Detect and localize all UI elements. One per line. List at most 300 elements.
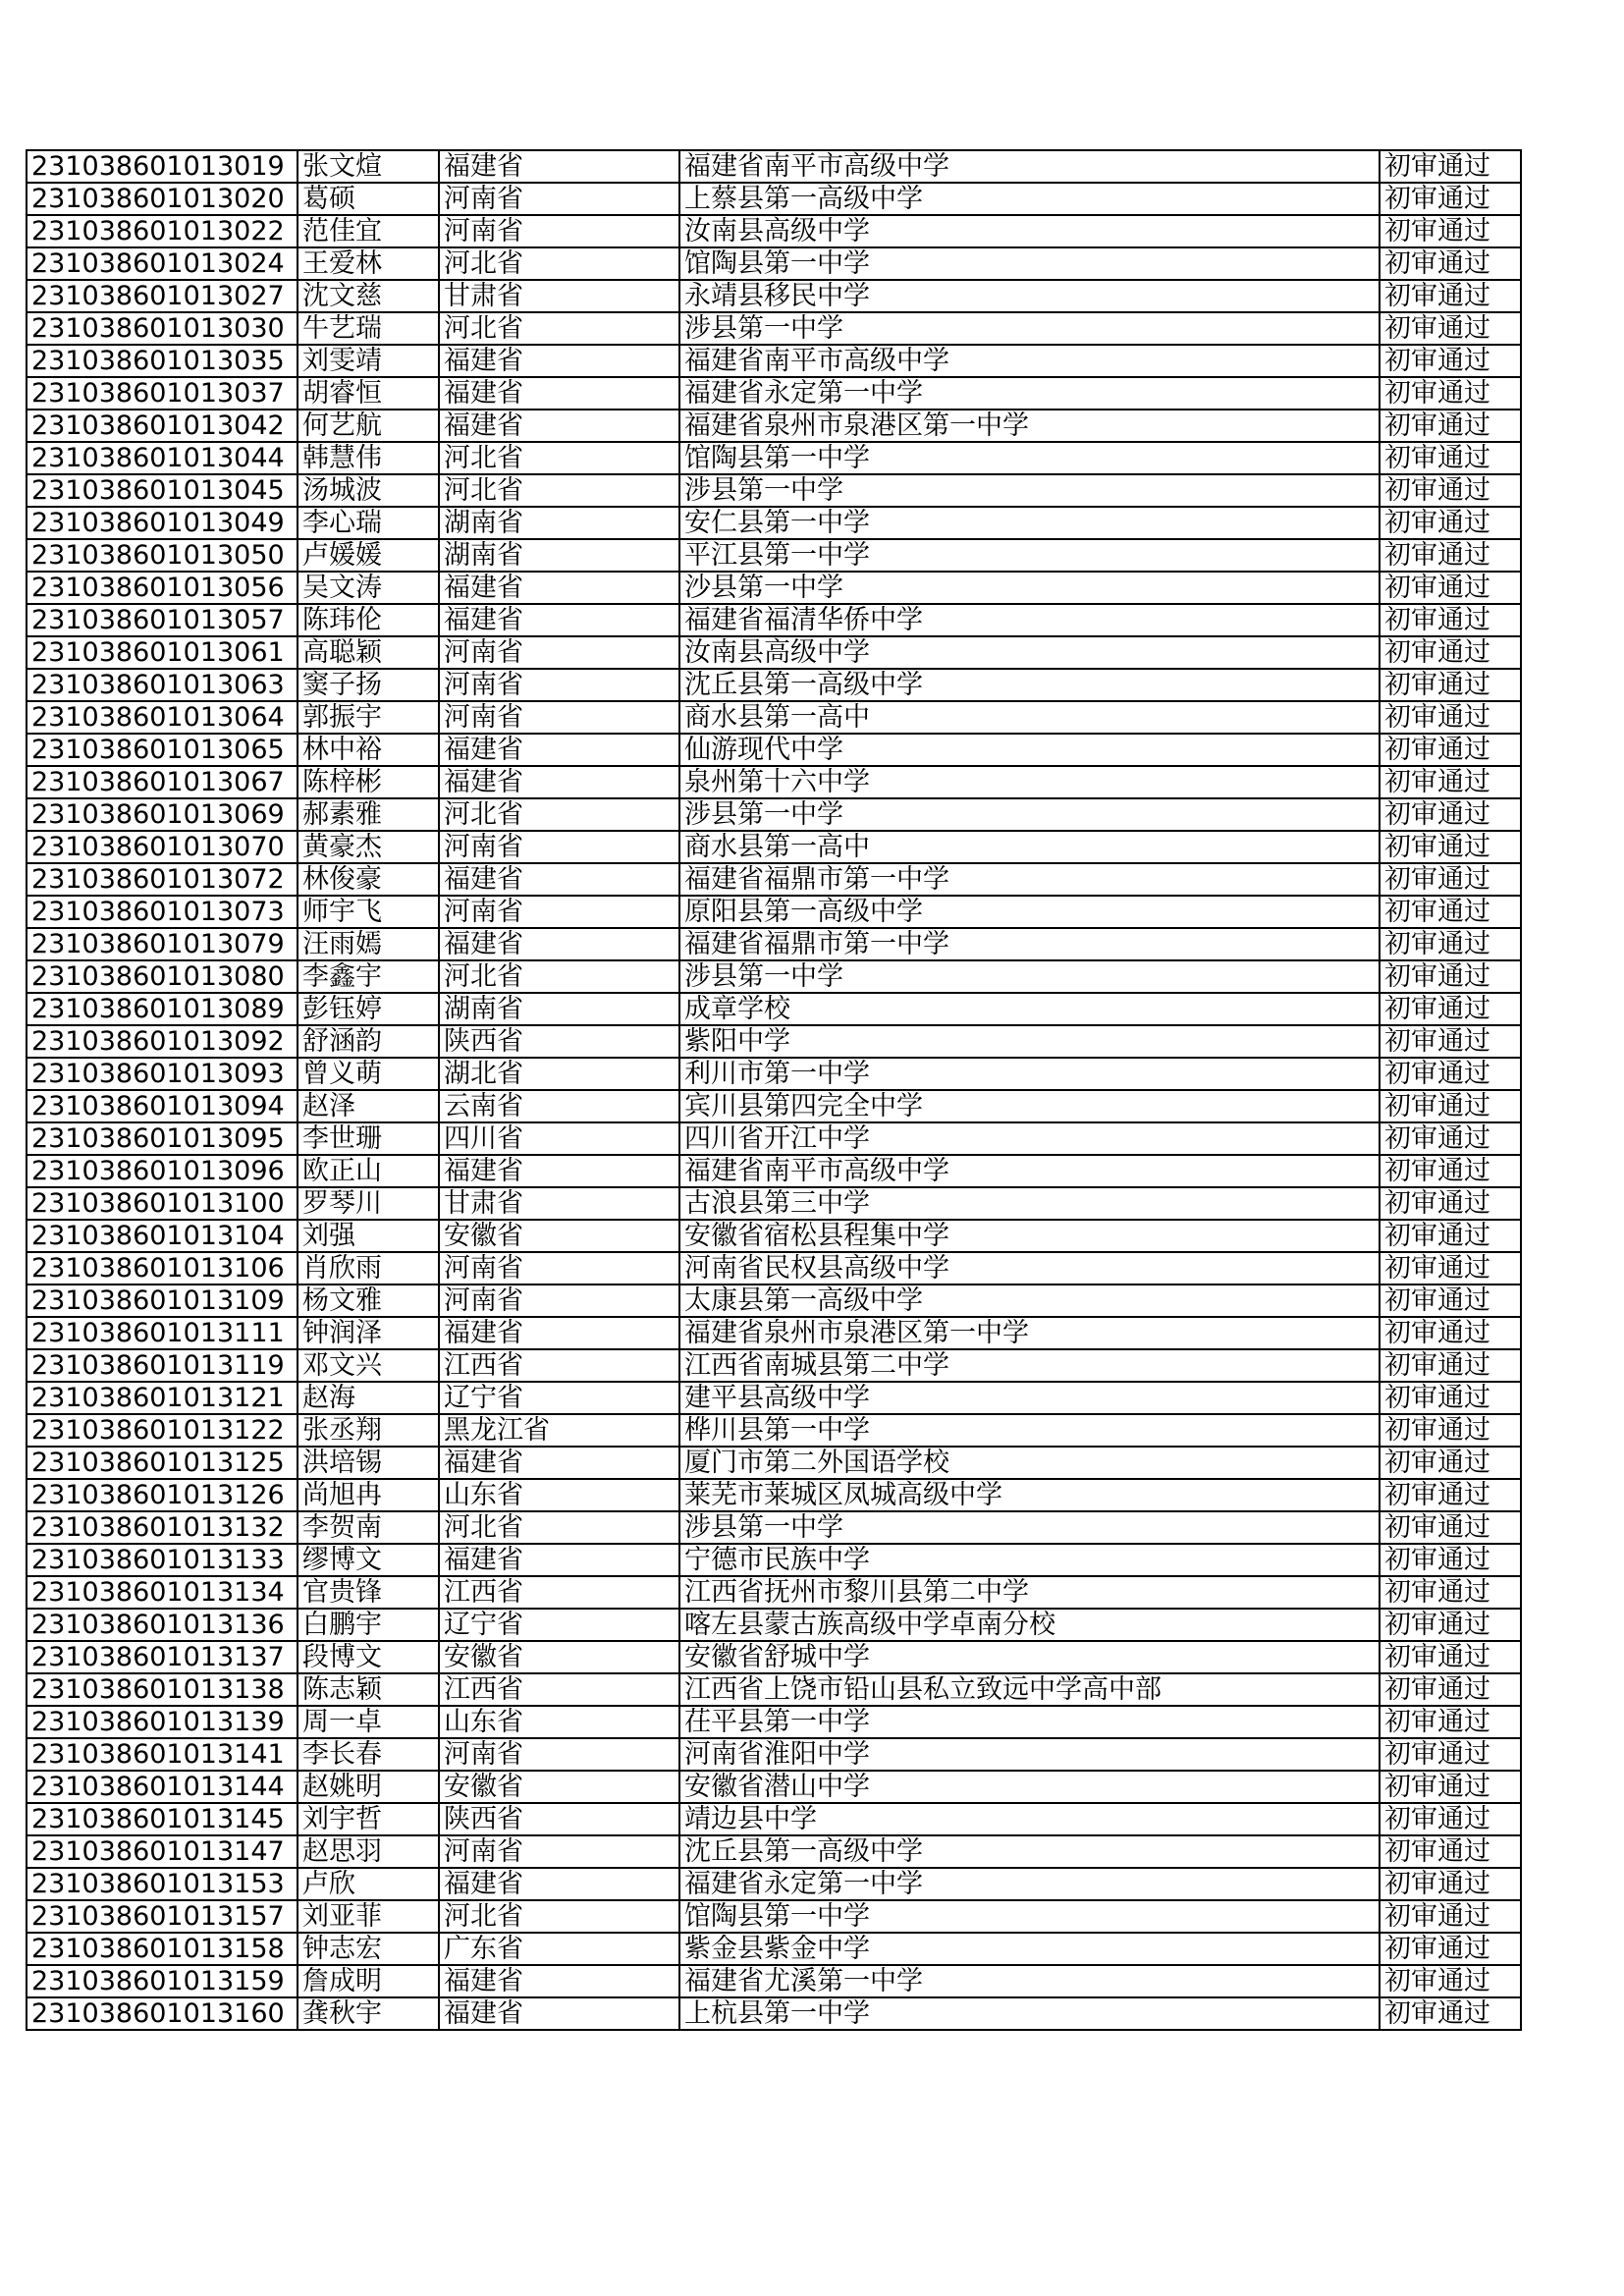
status-cell: 初审通过 [1380, 539, 1521, 572]
applicant-id-cell: 231038601013044 [27, 442, 298, 474]
applicant-id-cell: 231038601013111 [27, 1317, 298, 1349]
status-cell: 初审通过 [1380, 1771, 1521, 1803]
table-row [27, 669, 1521, 701]
status-cell: 初审通过 [1380, 1122, 1521, 1155]
name-cell: 段博文 [298, 1641, 439, 1673]
applicant-id-cell: 231038601013160 [27, 1997, 298, 2030]
status-cell: 初审通过 [1380, 636, 1521, 669]
province-cell: 河南省 [439, 831, 679, 863]
school-cell: 涉县第一中学 [679, 1511, 1380, 1544]
school-cell: 商水县第一高中 [679, 831, 1380, 863]
school-cell: 江西省南城县第二中学 [679, 1349, 1380, 1382]
table-row [27, 1641, 1521, 1673]
province-cell: 甘肃省 [439, 1187, 679, 1220]
table-row [27, 734, 1521, 766]
status-cell: 初审通过 [1380, 1090, 1521, 1122]
table-row [27, 1285, 1521, 1317]
name-cell: 黄豪杰 [298, 831, 439, 863]
school-cell: 涉县第一中学 [679, 798, 1380, 831]
table-row [27, 247, 1521, 280]
name-cell: 李贺南 [298, 1511, 439, 1544]
province-cell: 陕西省 [439, 1025, 679, 1058]
table-row [27, 183, 1521, 215]
school-cell: 商水县第一高中 [679, 701, 1380, 734]
province-cell: 福建省 [439, 734, 679, 766]
name-cell: 卢媛媛 [298, 539, 439, 572]
table-row [27, 1187, 1521, 1220]
name-cell: 牛艺瑞 [298, 312, 439, 345]
status-cell: 初审通过 [1380, 1576, 1521, 1609]
status-cell: 初审通过 [1380, 701, 1521, 734]
school-cell: 河南省淮阳中学 [679, 1738, 1380, 1771]
name-cell: 赵泽 [298, 1090, 439, 1122]
province-cell: 河北省 [439, 442, 679, 474]
province-cell: 甘肃省 [439, 280, 679, 312]
province-cell: 黑龙江省 [439, 1414, 679, 1447]
name-cell: 何艺航 [298, 410, 439, 442]
status-cell: 初审通过 [1380, 1155, 1521, 1187]
table-row [27, 410, 1521, 442]
status-cell: 初审通过 [1380, 377, 1521, 410]
province-cell: 湖南省 [439, 507, 679, 539]
province-cell: 湖南省 [439, 539, 679, 572]
status-cell: 初审通过 [1380, 1058, 1521, 1090]
name-cell: 邓文兴 [298, 1349, 439, 1382]
status-cell: 初审通过 [1380, 1252, 1521, 1285]
table-row [27, 1835, 1521, 1868]
table-row [27, 1155, 1521, 1187]
status-cell: 初审通过 [1380, 1997, 1521, 2030]
school-cell: 馆陶县第一中学 [679, 442, 1380, 474]
name-cell: 赵姚明 [298, 1771, 439, 1803]
applicant-id-cell: 231038601013136 [27, 1609, 298, 1641]
name-cell: 洪培锡 [298, 1447, 439, 1479]
province-cell: 河北省 [439, 1511, 679, 1544]
table-row [27, 1382, 1521, 1414]
applicant-id-cell: 231038601013089 [27, 993, 298, 1025]
table-row [27, 993, 1521, 1025]
table-row [27, 1025, 1521, 1058]
school-cell: 沈丘县第一高级中学 [679, 669, 1380, 701]
applicant-id-cell: 231038601013030 [27, 312, 298, 345]
table-row [27, 345, 1521, 377]
table-row [27, 1738, 1521, 1771]
school-cell: 紫阳中学 [679, 1025, 1380, 1058]
table-row [27, 1965, 1521, 1997]
table-row [27, 1090, 1521, 1122]
province-cell: 山东省 [439, 1479, 679, 1511]
applicant-id-cell: 231038601013080 [27, 960, 298, 993]
school-cell: 沈丘县第一高级中学 [679, 1835, 1380, 1868]
table-row [27, 1997, 1521, 2030]
status-cell: 初审通过 [1380, 1220, 1521, 1252]
table-row [27, 377, 1521, 410]
school-cell: 利川市第一中学 [679, 1058, 1380, 1090]
status-cell: 初审通过 [1380, 993, 1521, 1025]
school-cell: 古浪县第三中学 [679, 1187, 1380, 1220]
status-cell: 初审通过 [1380, 669, 1521, 701]
applicant-id-cell: 231038601013134 [27, 1576, 298, 1609]
status-cell: 初审通过 [1380, 507, 1521, 539]
name-cell: 张丞翔 [298, 1414, 439, 1447]
status-cell: 初审通过 [1380, 1900, 1521, 1933]
applicant-table-body [27, 150, 1521, 2030]
table-row [27, 1673, 1521, 1706]
status-cell: 初审通过 [1380, 1803, 1521, 1835]
name-cell: 李长春 [298, 1738, 439, 1771]
name-cell: 詹成明 [298, 1965, 439, 1997]
status-cell: 初审通过 [1380, 1835, 1521, 1868]
province-cell: 湖北省 [439, 1058, 679, 1090]
table-row [27, 798, 1521, 831]
school-cell: 汝南县高级中学 [679, 215, 1380, 247]
status-cell: 初审通过 [1380, 766, 1521, 798]
table-row [27, 831, 1521, 863]
table-row [27, 1511, 1521, 1544]
school-cell: 永靖县移民中学 [679, 280, 1380, 312]
applicant-id-cell: 231038601013139 [27, 1706, 298, 1738]
province-cell: 福建省 [439, 766, 679, 798]
school-cell: 沙县第一中学 [679, 572, 1380, 604]
applicant-id-cell: 231038601013126 [27, 1479, 298, 1511]
applicant-id-cell: 231038601013158 [27, 1933, 298, 1965]
applicant-id-cell: 231038601013122 [27, 1414, 298, 1447]
applicant-id-cell: 231038601013095 [27, 1122, 298, 1155]
table-row [27, 1317, 1521, 1349]
name-cell: 曾义萌 [298, 1058, 439, 1090]
school-cell: 太康县第一高级中学 [679, 1285, 1380, 1317]
school-cell: 安徽省潜山中学 [679, 1771, 1380, 1803]
status-cell: 初审通过 [1380, 960, 1521, 993]
applicant-id-cell: 231038601013073 [27, 896, 298, 928]
status-cell: 初审通过 [1380, 312, 1521, 345]
applicant-id-cell: 231038601013065 [27, 734, 298, 766]
table-row [27, 572, 1521, 604]
status-cell: 初审通过 [1380, 215, 1521, 247]
province-cell: 河北省 [439, 1900, 679, 1933]
table-row [27, 1576, 1521, 1609]
school-cell: 上蔡县第一高级中学 [679, 183, 1380, 215]
applicant-id-cell: 231038601013109 [27, 1285, 298, 1317]
name-cell: 卢欣 [298, 1868, 439, 1900]
applicant-id-cell: 231038601013093 [27, 1058, 298, 1090]
province-cell: 河南省 [439, 183, 679, 215]
applicant-id-cell: 231038601013042 [27, 410, 298, 442]
table-row [27, 896, 1521, 928]
status-cell: 初审通过 [1380, 1025, 1521, 1058]
province-cell: 四川省 [439, 1122, 679, 1155]
province-cell: 福建省 [439, 572, 679, 604]
status-cell: 初审通过 [1380, 604, 1521, 636]
status-cell: 初审通过 [1380, 572, 1521, 604]
status-cell: 初审通过 [1380, 150, 1521, 183]
table-row [27, 1447, 1521, 1479]
province-cell: 福建省 [439, 604, 679, 636]
name-cell: 胡睿恒 [298, 377, 439, 410]
school-cell: 福建省福鼎市第一中学 [679, 863, 1380, 896]
table-row [27, 1803, 1521, 1835]
province-cell: 河南省 [439, 701, 679, 734]
status-cell: 初审通过 [1380, 1965, 1521, 1997]
applicant-id-cell: 231038601013100 [27, 1187, 298, 1220]
name-cell: 林俊豪 [298, 863, 439, 896]
table-row [27, 1349, 1521, 1382]
name-cell: 葛硕 [298, 183, 439, 215]
name-cell: 汪雨嫣 [298, 928, 439, 960]
status-cell: 初审通过 [1380, 798, 1521, 831]
school-cell: 平江县第一中学 [679, 539, 1380, 572]
applicant-id-cell: 231038601013137 [27, 1641, 298, 1673]
applicant-id-cell: 231038601013145 [27, 1803, 298, 1835]
name-cell: 汤城波 [298, 474, 439, 507]
school-cell: 福建省永定第一中学 [679, 1868, 1380, 1900]
province-cell: 福建省 [439, 863, 679, 896]
province-cell: 河北省 [439, 312, 679, 345]
name-cell: 林中裕 [298, 734, 439, 766]
school-cell: 厦门市第二外国语学校 [679, 1447, 1380, 1479]
school-cell: 靖边县中学 [679, 1803, 1380, 1835]
province-cell: 山东省 [439, 1706, 679, 1738]
table-row [27, 1058, 1521, 1090]
province-cell: 陕西省 [439, 1803, 679, 1835]
name-cell: 李世珊 [298, 1122, 439, 1155]
applicant-id-cell: 231038601013070 [27, 831, 298, 863]
name-cell: 刘宇哲 [298, 1803, 439, 1835]
name-cell: 李心瑞 [298, 507, 439, 539]
name-cell: 刘雯靖 [298, 345, 439, 377]
province-cell: 河南省 [439, 1252, 679, 1285]
school-cell: 江西省抚州市黎川县第二中学 [679, 1576, 1380, 1609]
name-cell: 杨文雅 [298, 1285, 439, 1317]
name-cell: 陈梓彬 [298, 766, 439, 798]
table-row [27, 701, 1521, 734]
school-cell: 馆陶县第一中学 [679, 247, 1380, 280]
province-cell: 河南省 [439, 896, 679, 928]
status-cell: 初审通过 [1380, 1933, 1521, 1965]
school-cell: 上杭县第一中学 [679, 1997, 1380, 2030]
name-cell: 肖欣雨 [298, 1252, 439, 1285]
applicant-id-cell: 231038601013020 [27, 183, 298, 215]
province-cell: 福建省 [439, 345, 679, 377]
province-cell: 河北省 [439, 247, 679, 280]
status-cell: 初审通过 [1380, 1738, 1521, 1771]
school-cell: 原阳县第一高级中学 [679, 896, 1380, 928]
table-row [27, 474, 1521, 507]
table-row [27, 636, 1521, 669]
school-cell: 福建省尤溪第一中学 [679, 1965, 1380, 1997]
name-cell: 刘强 [298, 1220, 439, 1252]
province-cell: 江西省 [439, 1673, 679, 1706]
name-cell: 钟润泽 [298, 1317, 439, 1349]
status-cell: 初审通过 [1380, 1447, 1521, 1479]
name-cell: 钟志宏 [298, 1933, 439, 1965]
status-cell: 初审通过 [1380, 1349, 1521, 1382]
table-row [27, 442, 1521, 474]
applicant-id-cell: 231038601013049 [27, 507, 298, 539]
school-cell: 福建省永定第一中学 [679, 377, 1380, 410]
applicant-id-cell: 231038601013050 [27, 539, 298, 572]
name-cell: 张文煊 [298, 150, 439, 183]
school-cell: 汝南县高级中学 [679, 636, 1380, 669]
applicant-id-cell: 231038601013069 [27, 798, 298, 831]
status-cell: 初审通过 [1380, 1706, 1521, 1738]
name-cell: 舒涵韵 [298, 1025, 439, 1058]
status-cell: 初审通过 [1380, 1414, 1521, 1447]
table-row [27, 928, 1521, 960]
province-cell: 湖南省 [439, 993, 679, 1025]
applicant-id-cell: 231038601013056 [27, 572, 298, 604]
school-cell: 福建省泉州市泉港区第一中学 [679, 410, 1380, 442]
applicant-id-cell: 231038601013141 [27, 1738, 298, 1771]
applicant-id-cell: 231038601013157 [27, 1900, 298, 1933]
table-row [27, 1544, 1521, 1576]
applicant-id-cell: 231038601013024 [27, 247, 298, 280]
table-row [27, 1122, 1521, 1155]
applicant-id-cell: 231038601013067 [27, 766, 298, 798]
province-cell: 福建省 [439, 1965, 679, 1997]
name-cell: 欧正山 [298, 1155, 439, 1187]
name-cell: 刘亚菲 [298, 1900, 439, 1933]
table-row [27, 604, 1521, 636]
province-cell: 福建省 [439, 1155, 679, 1187]
status-cell: 初审通过 [1380, 442, 1521, 474]
province-cell: 云南省 [439, 1090, 679, 1122]
table-row [27, 507, 1521, 539]
status-cell: 初审通过 [1380, 863, 1521, 896]
table-row [27, 1252, 1521, 1285]
status-cell: 初审通过 [1380, 474, 1521, 507]
table-row [27, 539, 1521, 572]
school-cell: 河南省民权县高级中学 [679, 1252, 1380, 1285]
applicant-id-cell: 231038601013022 [27, 215, 298, 247]
table-row [27, 863, 1521, 896]
status-cell: 初审通过 [1380, 1868, 1521, 1900]
table-row [27, 1933, 1521, 1965]
name-cell: 彭钰婷 [298, 993, 439, 1025]
applicant-id-cell: 231038601013153 [27, 1868, 298, 1900]
table-row [27, 312, 1521, 345]
school-cell: 江西省上饶市铅山县私立致远中学高中部 [679, 1673, 1380, 1706]
province-cell: 河南省 [439, 1285, 679, 1317]
province-cell: 河南省 [439, 636, 679, 669]
school-cell: 安仁县第一中学 [679, 507, 1380, 539]
applicant-id-cell: 231038601013106 [27, 1252, 298, 1285]
status-cell: 初审通过 [1380, 896, 1521, 928]
province-cell: 福建省 [439, 1447, 679, 1479]
school-cell: 喀左县蒙古族高级中学卓南分校 [679, 1609, 1380, 1641]
table-row [27, 1414, 1521, 1447]
applicant-id-cell: 231038601013072 [27, 863, 298, 896]
school-cell: 安徽省舒城中学 [679, 1641, 1380, 1673]
school-cell: 涉县第一中学 [679, 960, 1380, 993]
name-cell: 尚旭冉 [298, 1479, 439, 1511]
applicant-id-cell: 231038601013094 [27, 1090, 298, 1122]
province-cell: 河南省 [439, 215, 679, 247]
name-cell: 赵海 [298, 1382, 439, 1414]
applicant-id-cell: 231038601013027 [27, 280, 298, 312]
applicant-id-cell: 231038601013144 [27, 1771, 298, 1803]
name-cell: 郭振宇 [298, 701, 439, 734]
table-row [27, 1771, 1521, 1803]
applicant-id-cell: 231038601013037 [27, 377, 298, 410]
province-cell: 河南省 [439, 1835, 679, 1868]
school-cell: 仙游现代中学 [679, 734, 1380, 766]
status-cell: 初审通过 [1380, 831, 1521, 863]
province-cell: 河南省 [439, 1738, 679, 1771]
province-cell: 河北省 [439, 474, 679, 507]
status-cell: 初审通过 [1380, 345, 1521, 377]
status-cell: 初审通过 [1380, 734, 1521, 766]
name-cell: 李鑫宇 [298, 960, 439, 993]
province-cell: 福建省 [439, 1317, 679, 1349]
applicant-id-cell: 231038601013133 [27, 1544, 298, 1576]
school-cell: 建平县高级中学 [679, 1382, 1380, 1414]
name-cell: 赵思羽 [298, 1835, 439, 1868]
province-cell: 福建省 [439, 377, 679, 410]
school-cell: 馆陶县第一中学 [679, 1900, 1380, 1933]
status-cell: 初审通过 [1380, 1609, 1521, 1641]
name-cell: 缪博文 [298, 1544, 439, 1576]
status-cell: 初审通过 [1380, 1187, 1521, 1220]
school-cell: 福建省泉州市泉港区第一中学 [679, 1317, 1380, 1349]
school-cell: 宁德市民族中学 [679, 1544, 1380, 1576]
name-cell: 王爱林 [298, 247, 439, 280]
school-cell: 涉县第一中学 [679, 474, 1380, 507]
name-cell: 高聪颖 [298, 636, 439, 669]
status-cell: 初审通过 [1380, 1285, 1521, 1317]
table-row [27, 1220, 1521, 1252]
status-cell: 初审通过 [1380, 183, 1521, 215]
applicant-table [26, 149, 1522, 2031]
province-cell: 安徽省 [439, 1641, 679, 1673]
applicant-id-cell: 231038601013064 [27, 701, 298, 734]
school-cell: 泉州第十六中学 [679, 766, 1380, 798]
province-cell: 安徽省 [439, 1771, 679, 1803]
school-cell: 福建省南平市高级中学 [679, 345, 1380, 377]
table-row [27, 1706, 1521, 1738]
applicant-id-cell: 231038601013079 [27, 928, 298, 960]
table-row [27, 215, 1521, 247]
table-row [27, 1479, 1521, 1511]
name-cell: 陈玮伦 [298, 604, 439, 636]
applicant-id-cell: 231038601013147 [27, 1835, 298, 1868]
name-cell: 白鹏宇 [298, 1609, 439, 1641]
table-row [27, 1868, 1521, 1900]
applicant-id-cell: 231038601013019 [27, 150, 298, 183]
province-cell: 江西省 [439, 1576, 679, 1609]
school-cell: 涉县第一中学 [679, 312, 1380, 345]
province-cell: 辽宁省 [439, 1382, 679, 1414]
school-cell: 福建省福鼎市第一中学 [679, 928, 1380, 960]
applicant-id-cell: 231038601013132 [27, 1511, 298, 1544]
table-row [27, 960, 1521, 993]
status-cell: 初审通过 [1380, 1641, 1521, 1673]
province-cell: 江西省 [439, 1349, 679, 1382]
status-cell: 初审通过 [1380, 410, 1521, 442]
name-cell: 官贵锋 [298, 1576, 439, 1609]
name-cell: 罗琴川 [298, 1187, 439, 1220]
name-cell: 吴文涛 [298, 572, 439, 604]
applicant-id-cell: 231038601013057 [27, 604, 298, 636]
province-cell: 福建省 [439, 410, 679, 442]
table-row [27, 280, 1521, 312]
name-cell: 郝素雅 [298, 798, 439, 831]
applicant-id-cell: 231038601013121 [27, 1382, 298, 1414]
school-cell: 桦川县第一中学 [679, 1414, 1380, 1447]
school-cell: 宾川县第四完全中学 [679, 1090, 1380, 1122]
name-cell: 龚秋宇 [298, 1997, 439, 2030]
province-cell: 河北省 [439, 960, 679, 993]
